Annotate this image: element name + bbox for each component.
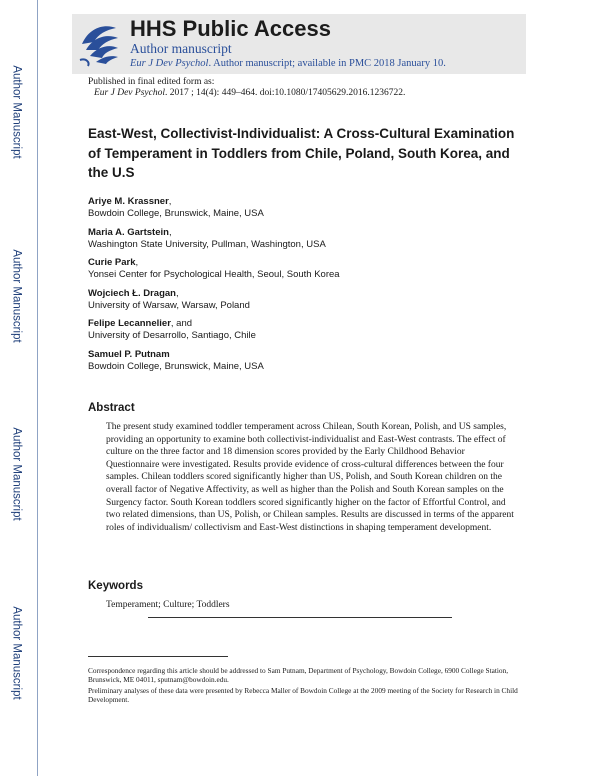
author-affiliation: Bowdoin College, Brunswick, Maine, USA xyxy=(88,208,264,219)
hhs-eagle-logo-icon xyxy=(76,20,122,68)
header-citation: Eur J Dev Psychol. Author manuscript; available in PMC 2018 January 10. xyxy=(130,58,446,69)
keywords-heading: Keywords xyxy=(88,580,143,592)
author-affiliation: Washington State University, Pullman, Washington, USA xyxy=(88,238,326,250)
author-entry: Maria A. Gartstein, Washington State University, Pullman, Washington, USA xyxy=(88,227,518,251)
divider xyxy=(148,617,452,618)
publication-reference: Eur J Dev Psychol. 2017 ; 14(4): 449–464. doi:10.1080/17405629.2016.1236722. xyxy=(94,88,406,98)
author-name: Curie Park xyxy=(88,257,136,268)
abstract-heading: Abstract xyxy=(88,402,135,414)
publication-label: Published in final edited form as: xyxy=(88,77,215,87)
side-label-author-manuscript: Author Manuscript xyxy=(11,249,24,343)
side-label-author-manuscript: Author Manuscript xyxy=(11,427,24,521)
header-title: HHS Public Access xyxy=(130,16,331,41)
author-affiliation: Yonsei Center for Psychological Health, Seoul, South Korea xyxy=(88,269,340,280)
keywords-text: Temperament; Culture; Toddlers xyxy=(106,600,230,610)
author-affiliation: University of Warsaw, Warsaw, Poland xyxy=(88,299,250,311)
footnote-correspondence: Correspondence regarding this article should be addressed to Sam Putnam, Department of Psychology, Bowdoin College, 6900 College Station, Brunswick, ME 04011, sputnam@bowdoin.edu. xyxy=(88,666,509,685)
author-name: Felipe Lecannelier xyxy=(88,318,171,329)
side-label-author-manuscript: Author Manuscript xyxy=(11,606,24,700)
author-name: Ariye M. Krassner xyxy=(88,196,169,207)
author-entry: Felipe Lecannelier, and University of Desarrollo, Santiago, Chile xyxy=(88,318,518,342)
author-name: Wojciech Ł. Dragan xyxy=(88,287,176,299)
hhs-header xyxy=(72,14,526,74)
publication-info xyxy=(88,77,405,99)
author-name: Samuel P. Putnam xyxy=(88,348,170,360)
author-name: Maria A. Gartstein xyxy=(88,226,169,238)
author-entry xyxy=(88,349,518,373)
author-list xyxy=(88,196,518,379)
author-entry: Ariye M. Krassner, Bowdoin College, Brunswick, Maine, USA xyxy=(88,196,518,220)
header-subtitle: Author manuscript xyxy=(130,41,232,56)
article-title: East-West, Collectivist-Individualist: A Cross-Cultural Examination of Temperament in Toddlers from Chile, Poland, South Korea, and the U.S xyxy=(88,126,515,180)
author-entry: Curie Park, Yonsei Center for Psychological Health, Seoul, South Korea xyxy=(88,257,518,281)
margin-rule xyxy=(37,0,38,776)
author-affiliation: University of Desarrollo, Santiago, Chile xyxy=(88,330,256,341)
side-label-author-manuscript: Author Manuscript xyxy=(11,65,24,159)
footnote-preliminary: Preliminary analyses of these data were presented by Rebecca Maller of Bowdoin College at the 2009 meeting of the Society for Research in Child Development. xyxy=(88,686,518,705)
author-affiliation: Bowdoin College, Brunswick, Maine, USA xyxy=(88,360,264,372)
abstract-text: The present study examined toddler temperament across Chilean, South Korean, Polish, and US samples, providing an opportunity to examine both collectivist-individualist and East-West contrasts. The effect of culture on the three factor and 18 dimension scores provided by the Early Childhood Behavior Questionnaire were investigated. Results provide evidence of cross-cultural differences between the four samples. Chilean toddlers scored significantly higher than US, Polish, and South Korean children on the overall factor of Negative Affectivity, as well as higher than the Polish and South Korean samples on the Surgency factor. South Korean toddlers scored significantly higher on the factor of Effortful Control, and two related dimensions, than US, Polish, or Chilean samples. Results are discussed in terms of the apparent roles of individualism/ collectivism and East-West distinctions in shaping temperament development. xyxy=(106,422,514,533)
footnote-divider xyxy=(88,656,228,657)
author-entry: Wojciech Ł. Dragan, University of Warsaw, Warsaw, Poland xyxy=(88,288,518,312)
